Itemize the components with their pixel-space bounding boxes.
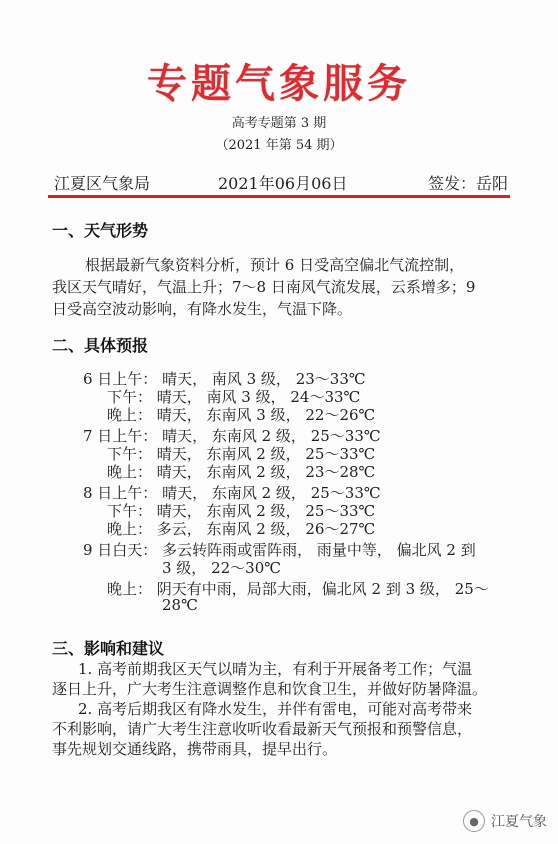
section-heading-impact-advice: 三、影响和建议 [52,639,165,658]
section-heading-weather-situation: 一、天气形势 [52,221,149,240]
forecast-row: 晚上： 阴天有中雨，局部大雨，偏北风 2 到 3 级， 25～ [107,580,489,598]
forecast-row: 7 日上午： 晴天， 东南风 2 级， 25～33℃ [83,427,381,445]
issue-date: 2021年06月06日 [218,174,348,193]
forecast-row: 晚上： 多云， 东南风 2 级， 26～27℃ [107,520,376,538]
wechat-watermark [463,810,547,832]
paragraph-line: 事先规划交通线路，携带雨具，提早出行。 [52,740,338,758]
paragraph-line: 日受高空波动影响，有降水发生，气温下降。 [52,300,353,318]
paragraph-line: 2. 高考后期我区有降水发生，并伴有雷电，可能对高考带来 [78,700,473,718]
forecast-row: 8 日上午： 晴天， 东南风 2 级， 25～33℃ [83,484,381,502]
paragraph-line: 我区天气晴好，气温上升；7～8 日南风气流发展，云系增多；9 [52,278,476,296]
paragraph-line: 不利影响，请广大考生注意收听收看最新天气预报和预警信息， [52,720,473,738]
forecast-row: 下午： 晴天， 东南风 2 级， 25～33℃ [107,445,376,463]
issue-number: 高考专题第 3 期 [231,116,327,131]
signer: 签发：岳阳 [428,174,509,193]
wechat-icon: ● [463,810,485,832]
agency-name: 江夏区气象局 [54,174,151,193]
forecast-row: 9 日白天： 多云转阵雨或雷阵雨， 雨量中等， 偏北风 2 到 [83,541,476,559]
document-title: 专题气象服务 [147,61,411,107]
paragraph-line: 逐日上升，广大考生注意调整作息和饮食卫生，并做好防暑降温。 [52,680,488,698]
forecast-row: 晚上： 晴天， 东南风 3 级， 22～26℃ [107,406,376,424]
section-heading-forecast: 二、具体预报 [52,336,149,355]
watermark-text: 江夏气象 [491,814,547,830]
forecast-row: 6 日上午： 晴天， 南风 3 级， 23～33℃ [83,370,366,388]
paragraph-line: 1. 高考前期我区天气以晴为主，有利于开展备考工作；气温 [78,660,473,678]
forecast-row: 下午： 晴天， 东南风 2 级， 25～33℃ [107,502,376,520]
header-divider [48,195,510,198]
forecast-row: 3 级， 22～30℃ [162,559,282,577]
forecast-row: 下午： 晴天， 南风 3 级， 24～33℃ [107,388,361,406]
paragraph-line: 根据最新气象资料分析，预计 6 日受高空偏北气流控制， [85,256,465,274]
forecast-row: 28℃ [162,596,198,614]
forecast-row: 晚上： 晴天， 东南风 2 级， 23～28℃ [107,463,376,481]
issue-year-number: （2021 年第 54 期） [215,138,343,153]
